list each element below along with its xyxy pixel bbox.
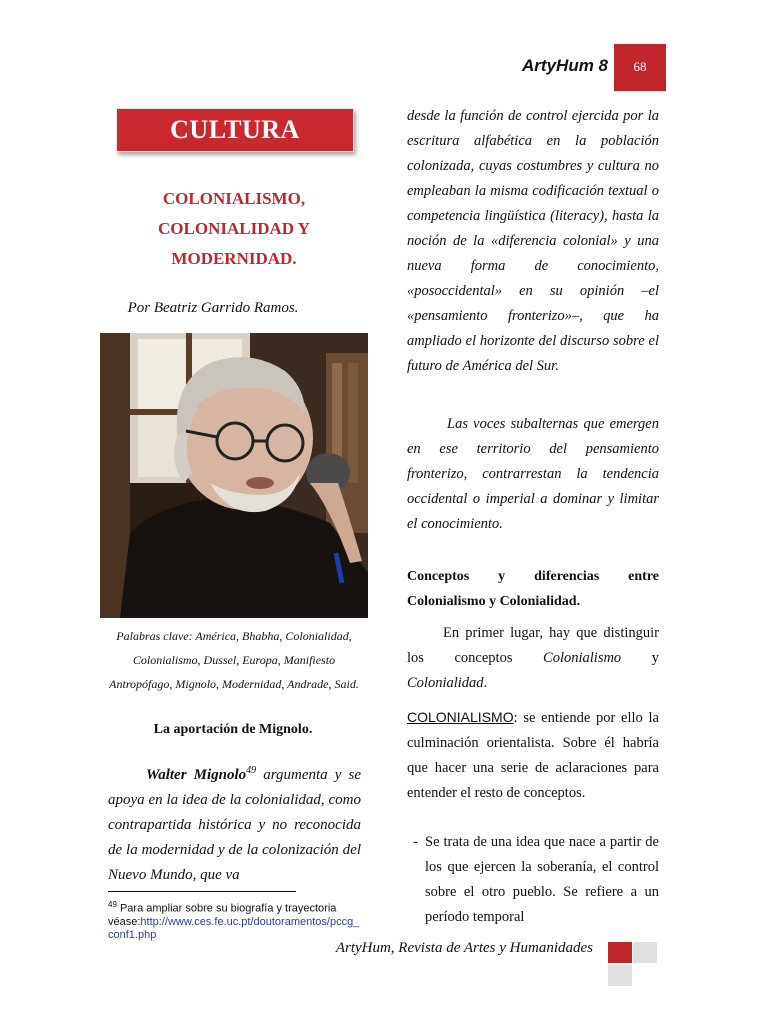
footer-square-gray (608, 965, 632, 986)
article-title-line: MODERNIDAD. (171, 249, 297, 268)
author-name: Walter Mignolo (146, 767, 247, 783)
keywords (96, 624, 372, 696)
keywords-line: Antropófago, Mignolo, Modernidad, Andrade, Said. (109, 677, 359, 691)
bullet-item (413, 830, 659, 930)
footnote (108, 898, 361, 942)
footer-text: ArtyHum, Revista de Artes y Humanidades (335, 940, 593, 956)
page-number-badge: 68 (614, 44, 666, 91)
conjunction: y (621, 650, 659, 666)
footnote-text: Para ampliar sobre su biografía y trayectoria véase: (108, 902, 337, 928)
footnote-number: 49 (108, 900, 117, 909)
concepts-heading: Conceptos y diferencias entre Colonialismo y Colonialidad. (407, 569, 659, 609)
article-title-line: COLONIALIDAD Y (158, 219, 310, 238)
article-title-line: COLONIALISMO, (162, 189, 306, 208)
section-banner: CULTURA (116, 108, 354, 152)
author-portrait-photo (100, 333, 368, 618)
byline: Por Beatriz Garrido Ramos. (127, 300, 299, 316)
colonialismo-label: COLONIALISMO (407, 709, 514, 725)
keywords-line: Palabras clave: América, Bhabha, Colonialidad, (116, 629, 352, 643)
period: . (483, 675, 488, 691)
concepts-paragraph (407, 621, 659, 696)
keywords-line: Colonialismo, Dussel, Europa, Manifiesto (132, 653, 336, 667)
right-intro-paragraph: desde la función de control ejercida por la escritura alfabética en la población colonizada, cuyas costumbres y cultura no empleaban la misma codificación textual o competencia lingüística (literacy), hasta la noción de la «diferencia colonial» y una nueva forma de conocimiento, «posoccidental» en su opinión –el «pensamiento fronterizo»–, que ha ampliado el horizonte del discurso sobre el futuro de América del Sur. (407, 108, 659, 374)
footer-square-gray (633, 942, 657, 963)
right-voces-paragraph: Las voces subalternas que emergen en ese territorio del pensamiento fronterizo, contrarrestan la tendencia occidental o imperial a dominar y limitar el conocimiento. (407, 416, 659, 532)
concepts-text: En primer lugar, hay que distinguir los conceptos (407, 625, 659, 666)
term-colonialismo: Colonialismo (543, 650, 622, 666)
footnote-link[interactable]: http://www.ces.fe.uc.pt/doutoramentos/pccg_conf1.php (108, 915, 360, 941)
article-title (116, 184, 352, 274)
bullet-dash: - (413, 834, 418, 850)
journal-title: ArtyHum 8 (522, 56, 608, 75)
term-colonialidad: Colonialidad (407, 675, 484, 691)
footer-square-red (608, 942, 632, 963)
bullet-text: Se trata de una idea que nace a partir de los que ejercen la soberanía, el control sobre el otro pueblo. Se refiere a un período temporal (425, 834, 659, 925)
footnote-ref[interactable]: 49 (246, 765, 257, 776)
section-heading: La aportación de Mignolo. (153, 722, 313, 737)
footnote-divider (108, 891, 296, 892)
colonialismo-def-text: : se entiende por ello la culminación orientalista. Sobre él habría que hacer una serie de aclaraciones para entender el resto de conceptos. (407, 710, 659, 801)
left-body-text (108, 758, 361, 888)
left-body-paragraph: argumenta y se apoya en la idea de la colonialidad, como contrapartida histórica y no reconocida de la modernidad y de la colonización del Nuevo Mundo, que va (108, 767, 361, 883)
colonialismo-definition (407, 705, 659, 806)
